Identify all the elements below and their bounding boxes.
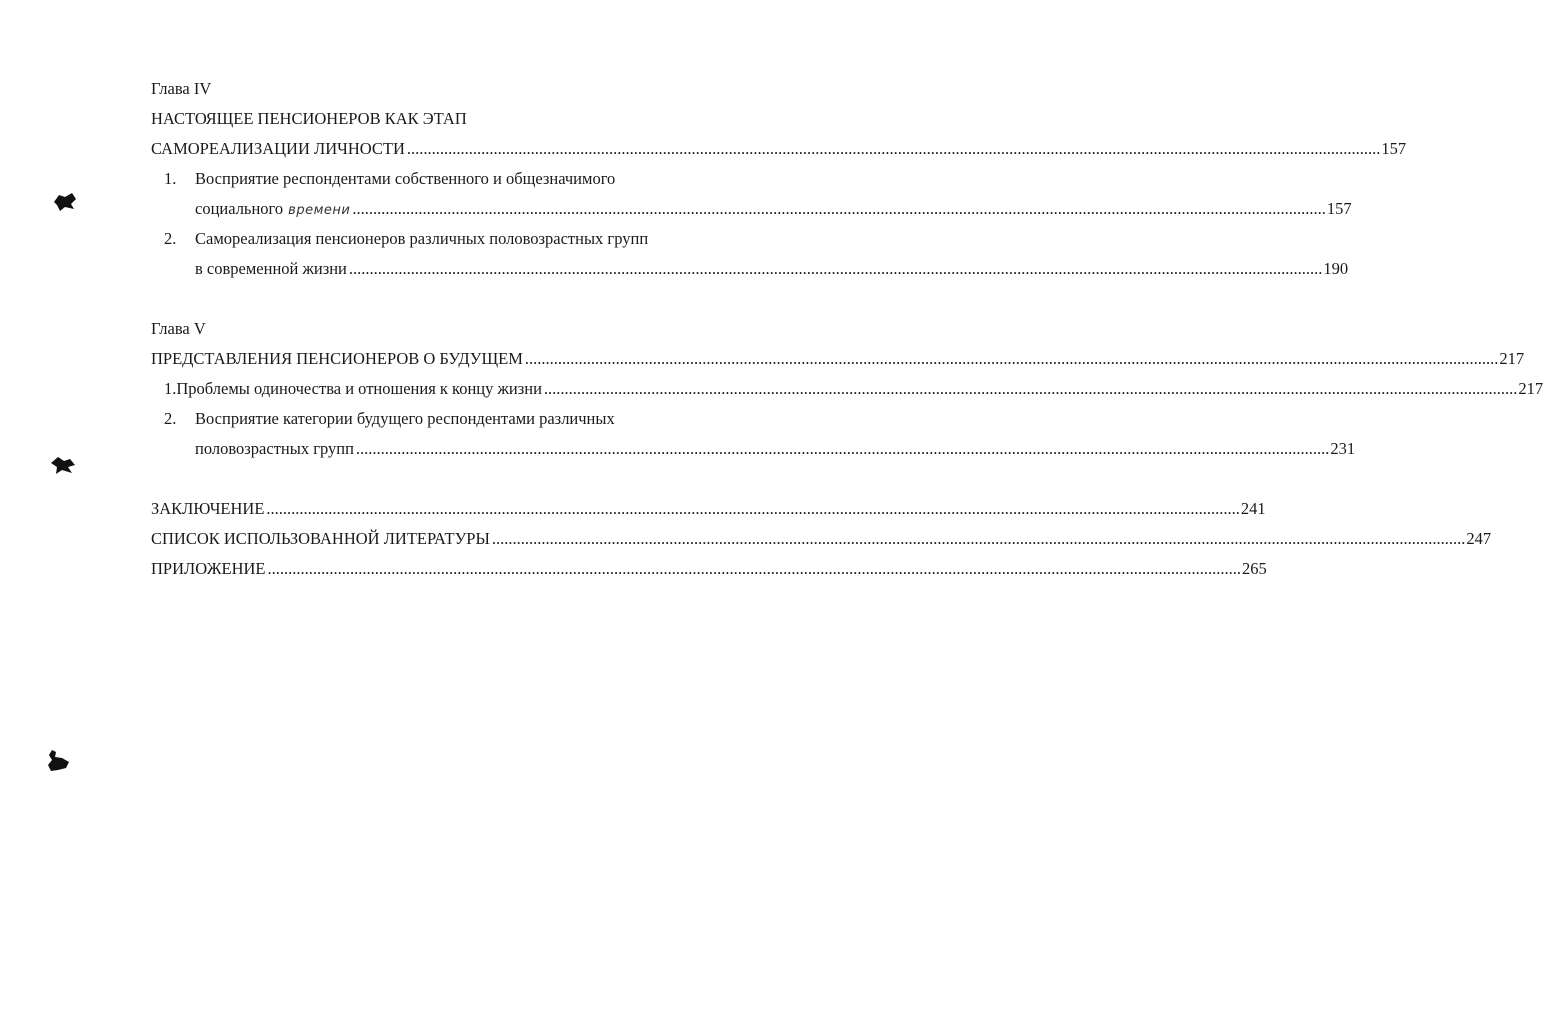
ink-blot-1: [50, 190, 80, 214]
chapter-4-title-line-1: НАСТОЯЩЕЕ ПЕНСИОНЕРОВ КАК ЭТАП: [151, 109, 467, 128]
page-number: 157: [1326, 199, 1352, 218]
table-of-contents: [151, 74, 1543, 584]
ink-blot-2: [48, 453, 78, 477]
dot-leader: [267, 554, 1241, 584]
page-number: 217: [1499, 349, 1525, 368]
page-number: 190: [1323, 259, 1349, 278]
chapter-4-section-1: 1. Восприятие респондентами собственного и общезначимого: [164, 169, 616, 188]
end-matter-references: СПИСОК ИСПОЛЬЗОВАННОЙ ЛИТЕРАТУРЫ ..... 247: [151, 524, 733, 554]
page-number: 217: [1518, 379, 1543, 398]
page-number: 231: [1330, 439, 1356, 458]
page-number: 241: [1240, 499, 1266, 518]
chapter-5-heading: Глава V: [151, 319, 206, 338]
chapter-5-section-2-cont: половозрастных групп ..... 231: [151, 434, 733, 464]
dot-leader: [492, 524, 1466, 554]
page-number: 247: [1466, 529, 1492, 548]
chapter-4-section-2-cont: в современной жизни ..... 190: [151, 254, 733, 284]
chapter-4-heading: Глава IV: [151, 79, 212, 98]
dot-leader: [356, 434, 1330, 464]
dot-leader: [407, 134, 1381, 164]
page-number: 265: [1241, 559, 1267, 578]
end-matter-conclusion: ЗАКЛЮЧЕНИЕ ..... 241: [151, 494, 733, 524]
chapter-4-section-1-cont: социального времени ..... 157: [151, 194, 733, 224]
dot-leader: [544, 374, 1518, 404]
dot-leader: [266, 494, 1240, 524]
end-matter-appendix: ПРИЛОЖЕНИЕ ..... 265: [151, 554, 733, 584]
chapter-5-section-1: 1. Проблемы одиночества и отношения к концу жизни ..... 217: [151, 374, 733, 404]
dot-leader: [352, 194, 1326, 224]
chapter-4-title-line-2: САМОРЕАЛИЗАЦИИ ЛИЧНОСТИ ..... 157: [151, 134, 733, 164]
dot-leader: [525, 344, 1499, 374]
handwritten-correction: времени: [288, 203, 351, 218]
dot-leader: [349, 254, 1323, 284]
ink-blot-3: [44, 746, 74, 776]
chapter-5-section-2: 2. Восприятие категории будущего респондентами различных: [164, 409, 615, 428]
chapter-4-section-2: 2. Самореализация пенсионеров различных половозрастных групп: [164, 229, 649, 248]
chapter-5-title: ПРЕДСТАВЛЕНИЯ ПЕНСИОНЕРОВ О БУДУЩЕМ ..... 217: [151, 344, 733, 374]
page-number: 157: [1381, 139, 1407, 158]
